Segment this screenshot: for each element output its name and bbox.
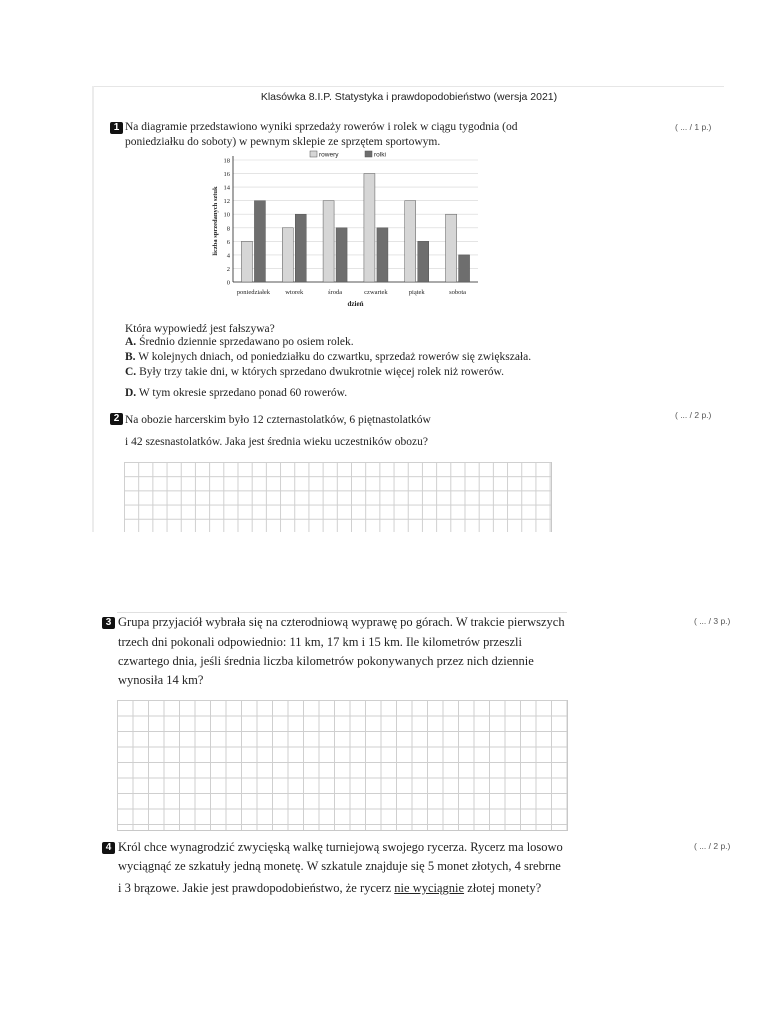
- question-1-text-line2: poniedziałku do soboty) w pewnym sklepie ze sprzętem sportowym.: [125, 136, 441, 148]
- question-4-text-line2: wyciągnąć ze szkatuły jedną monetę. W szkatule znajduje się 5 monet złotych, 4 srebrne: [118, 859, 561, 873]
- bar-rolki-4: [418, 241, 429, 282]
- question-4-underlined-phrase: nie wyciągnie: [394, 881, 465, 895]
- question-4-text-line3-start: i 3 brązowe. Jakie jest prawdopodobieństwo, że rycerz: [118, 881, 395, 895]
- y-tick-label-6: 6: [226, 238, 230, 246]
- question-3-text-line2: trzech dni pokonali odpowiednio: 11 km, 17 km i 15 km. Ile kilometrów przeszli: [118, 635, 522, 649]
- bar-rolki-3: [377, 228, 388, 282]
- bar-rowery-4: [405, 201, 416, 282]
- sales-bar-chart: [200, 148, 490, 313]
- option-a-text: Średnio dziennie sprzedawano po osiem rolek.: [139, 336, 354, 348]
- x-tick-label-3: czwartek: [364, 289, 388, 296]
- answer-option-b[interactable]: [125, 351, 531, 363]
- question-3-answer-grid[interactable]: [117, 700, 568, 831]
- x-tick-label-1: wtorek: [285, 289, 304, 296]
- bar-rowery-2: [323, 201, 334, 282]
- y-tick-label-14: 14: [223, 184, 230, 192]
- header-divider: [92, 86, 724, 87]
- question-1-prompt: Która wypowiedź jest fałszywa?: [125, 323, 275, 335]
- bar-rolki-2: [336, 228, 347, 282]
- option-d-text: W tym okresie sprzedano ponad 60 rowerów.: [138, 387, 348, 399]
- y-tick-label-10: 10: [223, 211, 230, 219]
- option-d-letter: D.: [125, 387, 137, 399]
- y-tick-label-0: 0: [226, 279, 230, 287]
- x-tick-label-0: poniedziałek: [236, 289, 271, 296]
- question-4-text-line3-end: złotej monety?: [464, 881, 542, 895]
- y-tick-label-8: 8: [226, 225, 230, 233]
- option-c-text: Były trzy takie dni, w których sprzedano dwukrotnie więcej rolek niż rowerów.: [139, 366, 504, 378]
- question-3-number: 3: [102, 617, 115, 629]
- question-3-text-line4: wynosiła 14 km?: [118, 673, 204, 687]
- legend-swatch-rowery: [310, 151, 317, 157]
- question-2-number: 2: [110, 413, 123, 425]
- question-4-text-line3: [118, 881, 541, 896]
- answer-option-a[interactable]: [125, 336, 354, 348]
- bar-rowery-1: [282, 228, 293, 282]
- question-2-text-line2: i 42 szesnastolatków. Jaka jest średnia wieku uczestników obozu?: [125, 436, 428, 448]
- bar-rolki-0: [254, 201, 265, 282]
- question-3-text-line1: Grupa przyjaciół wybrała się na czterodniową wyprawę po górach. W trakcie pierwszych: [118, 615, 565, 629]
- question-4-points: ( ... / 2 p.): [694, 841, 731, 851]
- bar-rowery-3: [364, 174, 375, 282]
- x-tick-label-4: piątek: [408, 289, 425, 296]
- x-tick-label-5: sobota: [449, 289, 467, 296]
- x-axis-title: dzień: [347, 300, 364, 308]
- bar-rolki-1: [295, 214, 306, 282]
- bar-rowery-0: [241, 241, 252, 282]
- bar-rolki-5: [459, 255, 470, 282]
- option-b-text: W kolejnych dniach, od poniedziałku do czwartku, sprzedaż rowerów się zwiększała.: [138, 351, 532, 363]
- option-a-letter: A.: [125, 336, 137, 348]
- answer-option-c[interactable]: [125, 366, 504, 378]
- legend-label-rolki: rolki: [374, 151, 386, 159]
- question-4-text-line1: Król chce wynagrodzić zwycięską walkę turniejową swojego rycerza. Rycerz ma losowo: [118, 840, 563, 854]
- legend-label-rowery: rowery: [319, 151, 339, 159]
- page-title: Klasówka 8.I.P. Statystyka i prawdopodobieństwo (wersja 2021): [260, 91, 558, 103]
- answer-option-d[interactable]: [125, 387, 347, 399]
- question-3-divider: [117, 612, 567, 613]
- legend-swatch-rolki: [365, 151, 372, 157]
- y-tick-label-4: 4: [226, 252, 230, 260]
- option-b-letter: B.: [125, 351, 136, 363]
- y-tick-label-18: 18: [223, 157, 230, 165]
- question-1-text-line1: Na diagramie przedstawiono wyniki sprzedaży rowerów i rolek w ciągu tygodnia (od: [125, 121, 518, 133]
- question-2-points: ( ... / 2 p.): [675, 410, 712, 420]
- question-1-number: 1: [110, 122, 123, 134]
- question-3-text-line3: czwartego dnia, jeśli średnia liczba kilometrów pokonywanych przez nich dziennie: [118, 654, 534, 668]
- question-2-answer-grid[interactable]: [124, 462, 552, 532]
- question-2-text-line1: Na obozie harcerskim było 12 czternastolatków, 6 piętnastolatków: [125, 414, 431, 426]
- question-4-number: 4: [102, 842, 115, 854]
- x-tick-label-2: środa: [328, 289, 343, 296]
- bar-rowery-5: [446, 214, 457, 282]
- y-tick-label-12: 12: [223, 198, 230, 206]
- option-c-letter: C.: [125, 366, 137, 378]
- page-margin-line: [92, 86, 94, 532]
- y-tick-label-2: 2: [226, 265, 230, 273]
- question-3-points: ( ... / 3 p.): [694, 616, 731, 626]
- question-1-points: ( ... / 1 p.): [675, 122, 712, 132]
- y-axis-title: liczba sprzedanych sztuk: [212, 186, 219, 256]
- y-tick-label-16: 16: [223, 171, 230, 179]
